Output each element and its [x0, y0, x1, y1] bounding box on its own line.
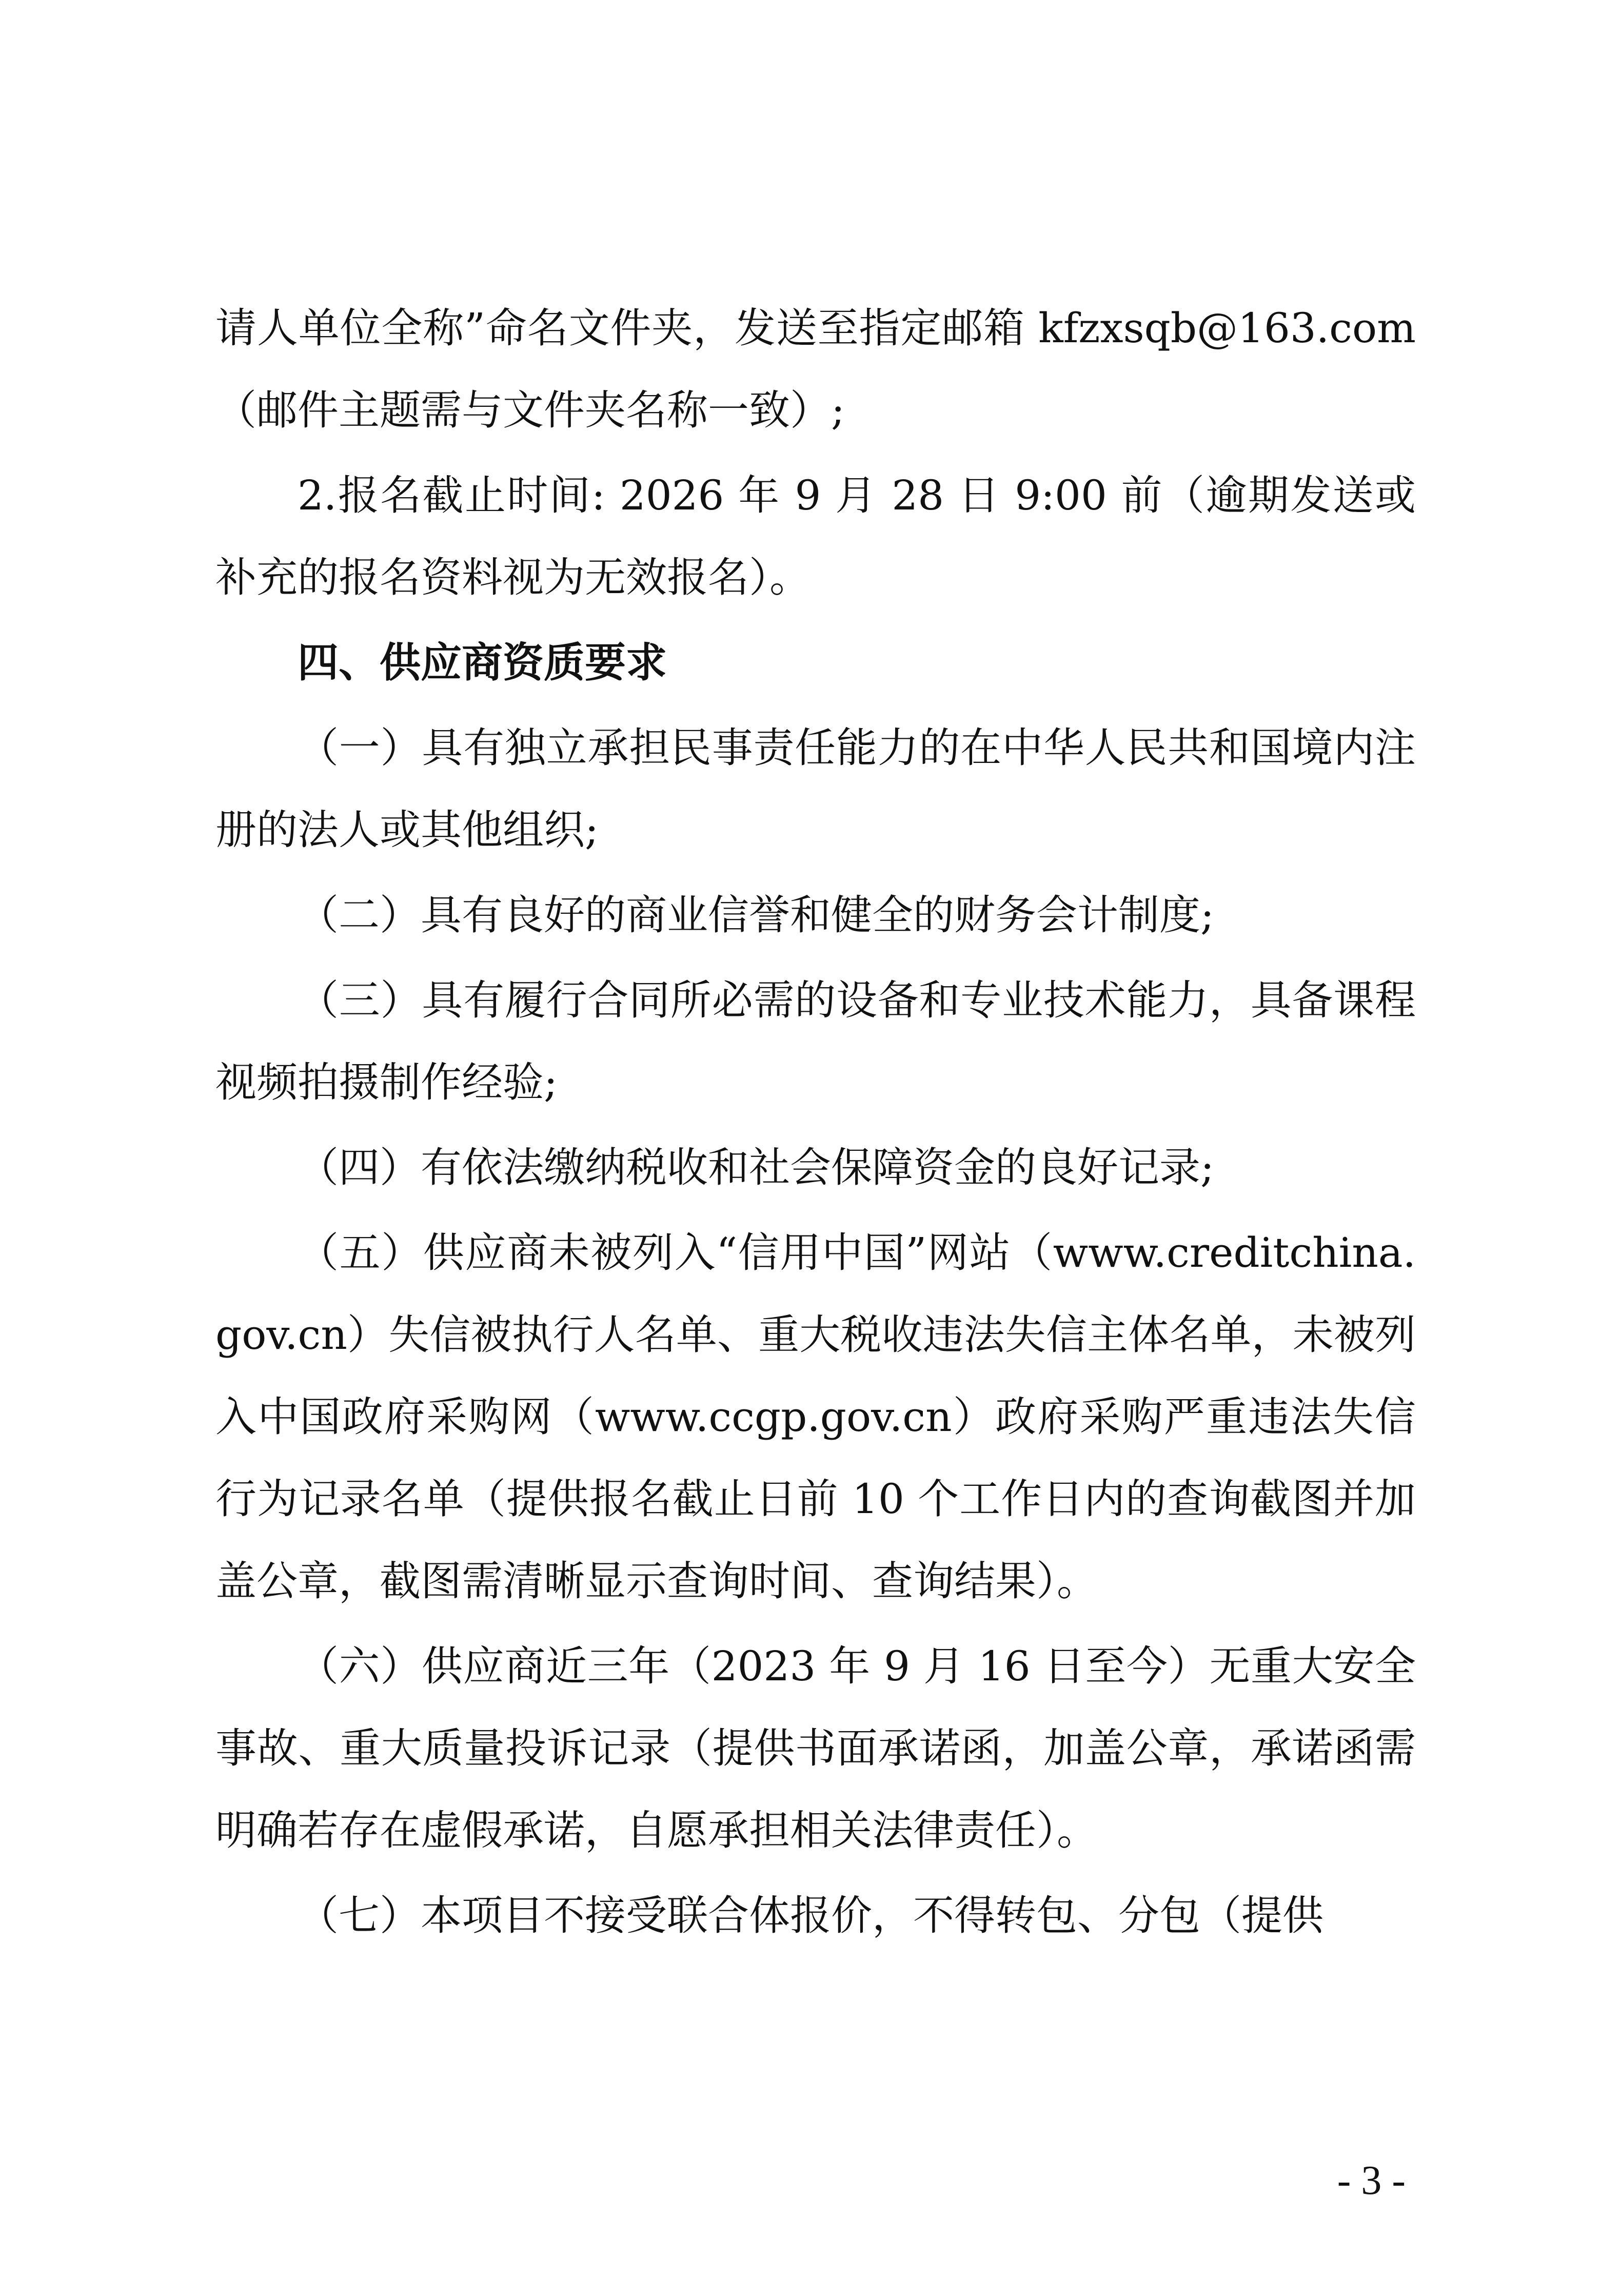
- page-number: - 3 -: [1337, 2158, 1406, 2203]
- paragraph-qualification-1: （一）具有独立承担民事责任能力的在中华人民共和国境内注册的法人或其他组织;: [215, 724, 1416, 854]
- paragraph-qualification-7: （七）本项目不接受联合体报价，不得转包、分包（提供: [298, 1892, 1323, 1939]
- paragraph-registration-deadline: 2.报名截止时间: 2026 年 9 月 28 日 9:00 前（逾期发送或补充的报名资料视为无效报名）。: [215, 472, 1416, 601]
- paragraph-qualification-4: （四）有依法缴纳税收和社会保障资金的良好记录;: [298, 1144, 1214, 1191]
- paragraph-qualification-5: （五）供应商未被列入“信用中国”网站（www.creditchina.gov.cn）失信被执行人名单、重大税收违法失信主体名单，未被列入中国政府采购网（www.ccgp.gov.cn）政府采购严重违法失信行为记录名单（提供报名截止日前 10 个工作日内的查询截图并加盖公章，截图需清晰显示查询时间、查询结果）。: [215, 1229, 1416, 1605]
- section-heading-supplier-qualifications: 四、供应商资质要求: [298, 639, 667, 686]
- paragraph-qualification-2: （二）具有良好的商业信誉和健全的财务会计制度;: [298, 891, 1214, 939]
- paragraph-qualification-3: （三）具有履行合同所必需的设备和专业技术能力，具备课程视频拍摄制作经验;: [215, 976, 1416, 1106]
- document-body: [215, 287, 1416, 1960]
- paragraph-email-submission: 请人单位全称”命名文件夹，发送至指定邮箱 kfzxsqb@163.com（邮件主题需与文件夹名称一致）;: [215, 304, 1416, 434]
- paragraph-qualification-6: （六）供应商近三年（2023 年 9 月 16 日至今）无重大安全事故、重大质量投诉记录（提供书面承诺函，加盖公章，承诺函需明确若存在虚假承诺，自愿承担相关法律责任）。: [215, 1642, 1416, 1854]
